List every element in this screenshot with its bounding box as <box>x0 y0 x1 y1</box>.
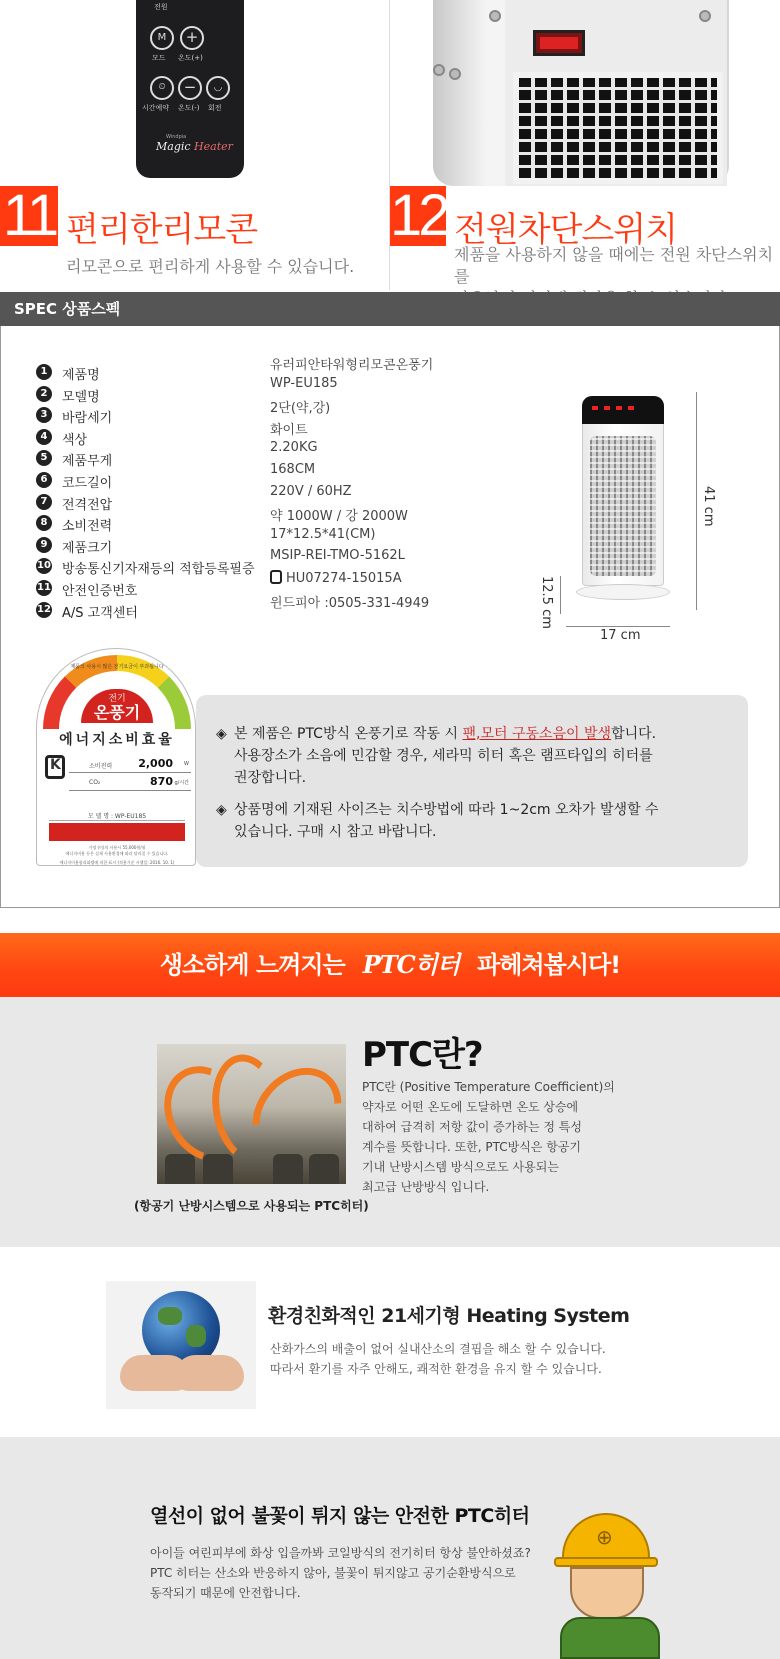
energy-efficiency-label <box>36 648 196 866</box>
spec-value: 220V / 60HZ <box>270 483 352 499</box>
seat-shape <box>165 1154 195 1184</box>
remote-mode-label: 모드 <box>152 54 166 62</box>
spec-label: 안전인증번호 <box>62 584 138 599</box>
product-grille <box>590 436 656 576</box>
spec-label: 제품명 <box>62 368 100 383</box>
spec-number-badge: 1 <box>36 364 52 380</box>
energy-footnote: 가정 (이)의 사용시 55,000원/월 <box>88 845 146 850</box>
eco-desc-line: 산화가스의 배출이 없어 실내산소의 결핍을 해소 할 수 있습니다. <box>270 1342 606 1356</box>
spec-label: 방송통신기자재등의 적합등록필증 <box>62 562 255 578</box>
globe-land <box>186 1325 206 1347</box>
ptc-section <box>0 997 780 1247</box>
feature-number-12: 12 <box>390 183 447 248</box>
spec-value: 17*12.5*41(CM) <box>270 526 376 542</box>
depth-dimension-label: 12.5 cm <box>539 576 554 629</box>
safety-title: 열선이 없어 불꽃이 튀지 않는 안전한 PTC히터 <box>150 1505 530 1527</box>
banner-ptc-logo: PTC히터 <box>362 950 460 979</box>
hard-hat-icon <box>562 1513 650 1563</box>
feature-desc-switch-line1: 제품을 사용하지 않을 때에는 전원 차단스위치를 <box>454 245 774 286</box>
depth-dimension-line <box>560 576 561 614</box>
banner-text-before: 생소하게 느껴지는 <box>159 951 345 979</box>
ptc-desc-line: 기내 난방시스템 방식으로도 사용되는 <box>362 1160 559 1174</box>
ptc-description <box>362 1077 632 1197</box>
notice-noise-text-end: 합니다. <box>611 726 657 742</box>
spec-label: 모델명 <box>62 389 100 405</box>
features-section <box>0 0 780 292</box>
energy-row-co2-label: CO₂ <box>89 779 101 786</box>
spec-value: 2단(약,강) <box>270 401 331 417</box>
spec-label: 코드길이 <box>62 476 113 491</box>
remote-mode-button: M <box>150 26 174 50</box>
spec-number-badge: 3 <box>36 407 52 423</box>
spec-number-badge: 11 <box>36 580 52 596</box>
globe-land <box>158 1307 182 1325</box>
hard-hat-brim <box>554 1557 658 1567</box>
safety-description <box>150 1543 531 1603</box>
spec-value: 약 1000W / 강 2000W <box>270 509 408 525</box>
led-indicator <box>616 406 622 410</box>
product-base <box>576 584 670 600</box>
seat-shape <box>273 1154 303 1184</box>
feature-title-remote: 편리한리모콘 <box>66 210 258 250</box>
ptc-desc-line: 약자로 어떤 온도에 도달하면 온도 상승에 <box>362 1100 579 1114</box>
airplane-cabin-image <box>157 1044 346 1184</box>
product-top-panel <box>582 396 664 424</box>
screw-icon <box>489 10 501 22</box>
feature-desc-remote: 리모콘으로 편리하게 사용할 수 있습니다. <box>66 257 355 276</box>
remote-logo-main: Magic <box>156 140 191 153</box>
spec-value: MSIP-REI-TMO-5162L <box>270 548 405 564</box>
power-switch <box>533 30 585 56</box>
notice-size-line1: 상품명에 기재된 사이즈는 치수방법에 따라 1~2cm 오차가 발생할 수 <box>234 802 659 818</box>
safety-worker-illustration <box>552 1513 672 1659</box>
spec-value <box>270 570 402 586</box>
kc-mark-icon <box>270 570 282 584</box>
eco-section <box>0 1247 780 1437</box>
feature-number-11: 11 <box>0 186 58 246</box>
energy-row-power-unit: W <box>184 761 189 767</box>
ptc-desc-line: 최고급 난방방식 입니다. <box>362 1180 490 1194</box>
hand-right <box>174 1355 244 1391</box>
screw-icon <box>449 68 461 80</box>
spec-number-badge: 9 <box>36 537 52 553</box>
spec-value: 윈드피아 :0505-331-4949 <box>270 595 430 611</box>
earth-in-hands-image <box>106 1281 256 1409</box>
spec-label: 색상 <box>62 432 88 448</box>
notice-noise-line2: 사용장소가 소음에 민감할 경우, 세라믹 히터 혹은 램프타입의 히터를 <box>234 748 653 764</box>
led-indicator <box>592 406 598 410</box>
product-image <box>582 396 664 602</box>
spec-value: 168CM <box>270 462 316 477</box>
spec-number-badge: 10 <box>36 558 52 574</box>
seat-shape <box>309 1154 339 1184</box>
notice-noise-line3: 권장합니다. <box>234 770 307 786</box>
spec-number-badge: 2 <box>36 386 52 402</box>
worker-face <box>570 1567 644 1619</box>
banner-text-after: 파헤쳐봅시다! <box>477 951 621 979</box>
remote-rotate-label: 회전 <box>208 104 222 112</box>
feature-title-switch: 전원차단스위치 <box>454 210 677 250</box>
spec-number-badge: 5 <box>36 450 52 466</box>
eco-title: 환경친화적인 21세기형 Heating System <box>268 1305 630 1327</box>
energy-row-co2 <box>69 775 191 791</box>
spec-label: 전격전압 <box>62 497 113 513</box>
spec-number-badge: 12 <box>36 602 52 618</box>
energy-title: 에너지소비효율 <box>59 732 175 748</box>
energy-model: 모 델 명 : WP-EU185 <box>49 811 185 821</box>
remote-timer-label: 시간예약 <box>142 104 170 112</box>
energy-category-big: 온풍기 <box>93 703 141 722</box>
energy-row-power-label: 소비전력 <box>89 763 113 770</box>
remote-timer-button: ⏲ <box>150 76 174 100</box>
spec-value: 화이트 <box>270 422 308 438</box>
width-dimension-label: 17 cm <box>600 628 641 643</box>
safety-desc-line: PTC 히터는 산소와 반응하지 않아, 불꽃이 튀지않고 공기순환방식으로 <box>150 1566 516 1580</box>
spec-number-badge: 4 <box>36 429 52 445</box>
spec-label: 바람세기 <box>62 411 113 427</box>
ptc-desc-line: PTC란 (Positive Temperature Coefficient)의 <box>362 1080 615 1094</box>
eco-description <box>270 1339 606 1379</box>
spec-value: WP-EU185 <box>270 375 338 391</box>
notice-paragraph-size <box>216 799 704 843</box>
energy-row-co2-value: 870 <box>150 775 173 788</box>
remote-logo-accent: Heater <box>194 140 233 153</box>
height-dimension-line <box>696 392 697 610</box>
remote-minus-button: − <box>178 76 202 100</box>
remote-temp-up-label: 온도(+) <box>178 54 203 62</box>
safety-section <box>0 1437 780 1659</box>
remote-control-image <box>136 0 244 178</box>
energy-row-power <box>69 757 191 773</box>
worker-shirt <box>560 1617 660 1659</box>
ptc-title: PTC란? <box>362 1035 483 1075</box>
ptc-image-caption: (항공기 난방시스템으로 사용되는 PTC히터) <box>134 1199 369 1213</box>
power-switch-image <box>433 0 729 186</box>
spec-number-badge: 8 <box>36 515 52 531</box>
remote-brand: Windpia <box>166 134 187 140</box>
kc-mark-icon <box>45 755 65 779</box>
energy-category-small: 전기 <box>108 694 126 704</box>
height-dimension-label: 41 cm <box>701 486 716 527</box>
seat-shape <box>203 1154 233 1184</box>
bullet-diamond-icon: ◈ <box>216 726 227 742</box>
notice-size-line2: 있습니다. 구매 시 참고 바랍니다. <box>234 824 437 840</box>
spec-number-badge: 6 <box>36 472 52 488</box>
remote-power-label: 전원 <box>154 3 168 11</box>
notice-paragraph-noise <box>216 723 704 789</box>
bullet-diamond-icon: ◈ <box>216 802 227 818</box>
remote-temp-down-label: 온도(-) <box>178 104 200 112</box>
spec-header: SPEC 상품스펙 <box>0 292 780 326</box>
safety-desc-line: 아이들 여린피부에 화상 입을까봐 코일방식의 전기히터 항상 불안하셨죠? <box>150 1546 531 1560</box>
spec-value: 2.20KG <box>270 440 318 456</box>
spec-label: 제품무게 <box>62 454 113 470</box>
energy-category-box <box>81 689 153 723</box>
energy-grade-bar <box>49 823 185 841</box>
spec-value-text: HU07274-15015A <box>286 571 402 586</box>
screw-icon <box>699 10 711 22</box>
spec-label: 소비전력 <box>62 519 113 535</box>
remote-rotate-button: ◡ <box>206 76 230 100</box>
notice-noise-text: 본 제품은 PTC방식 온풍기로 작동 시 <box>234 726 463 742</box>
remote-logo <box>156 140 233 153</box>
heater-grille <box>513 72 723 184</box>
spec-number-badge: 7 <box>36 494 52 510</box>
ptc-desc-line: 대하여 급격히 저항 값이 증가하는 정 특성 <box>362 1120 582 1134</box>
energy-row-power-value: 2,000 <box>138 757 173 770</box>
eco-desc-line: 따라서 환기를 자주 안해도, 쾌적한 환경을 유지 할 수 있습니다. <box>270 1362 602 1376</box>
remote-plus-button: + <box>180 26 204 50</box>
spec-value: 유러피안타워형리모콘온풍기 <box>270 358 434 373</box>
led-indicator <box>604 406 610 410</box>
led-indicator <box>628 406 634 410</box>
energy-row-co2-unit: g/시간 <box>174 780 189 786</box>
ptc-banner <box>0 933 780 997</box>
width-dimension-line <box>566 626 670 627</box>
ptc-desc-line: 계수를 뜻합니다. 또한, PTC방식은 항공기 <box>362 1140 582 1154</box>
spec-label: A/S 고객센터 <box>62 605 138 621</box>
energy-footnote: 에너지비용 등은 실제 사용환경에 따라 달라질 수 있습니다. <box>65 851 169 856</box>
safety-desc-line: 동작되기 때문에 안전합니다. <box>150 1586 301 1600</box>
energy-arc-text: 제품의 사용시 많은 전기요금이 부과됩니다 <box>70 664 164 670</box>
notice-noise-highlight: 팬,모터 구동소음이 발생 <box>462 726 612 742</box>
spec-label: 제품크기 <box>62 540 113 556</box>
energy-footnote: 에너지이용합리화법에 의한 표시 (적용기준 시행일: 2016. 10. 1) <box>59 860 175 865</box>
notice-box <box>196 695 748 867</box>
screw-icon <box>433 64 445 76</box>
